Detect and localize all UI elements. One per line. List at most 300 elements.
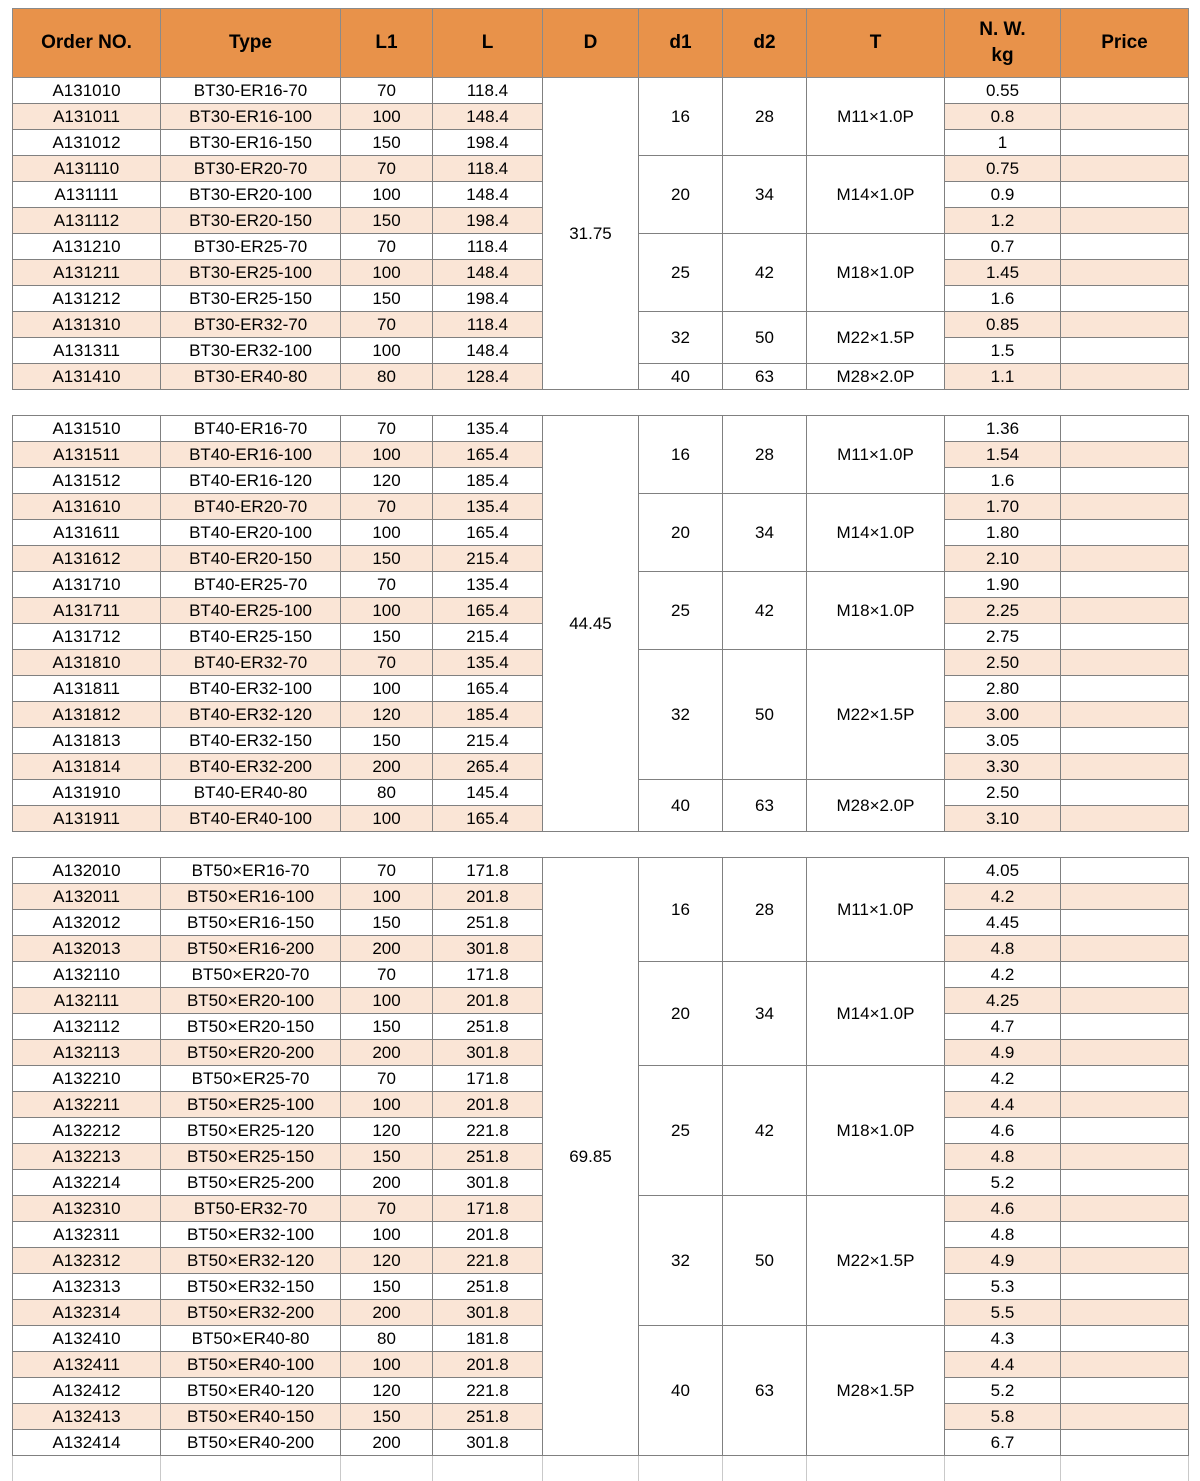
cell-net-weight: 4.05 (945, 858, 1061, 884)
cell-order-no: A131012 (13, 130, 161, 156)
cell-price (1061, 1404, 1189, 1430)
cell-price (1061, 1170, 1189, 1196)
cell-order-no: A131511 (13, 442, 161, 468)
cell-net-weight: 5.2 (945, 1378, 1061, 1404)
cell-l1: 70 (341, 312, 433, 338)
column-header-order-no: Order NO. (13, 9, 161, 78)
block-spacer-cell (723, 390, 807, 416)
cell-order-no: A131814 (13, 754, 161, 780)
cell-l1: 80 (341, 780, 433, 806)
cell-net-weight: 2.75 (945, 624, 1061, 650)
cell-l1: 80 (341, 1326, 433, 1352)
cell-type: BT50×ER25-120 (161, 1118, 341, 1144)
cell-type: BT40-ER20-70 (161, 494, 341, 520)
cell-order-no: A132213 (13, 1144, 161, 1170)
cell-price (1061, 1274, 1189, 1300)
cell-type: BT30-ER25-100 (161, 260, 341, 286)
cell-l: 118.4 (433, 156, 543, 182)
cell-order-no: A132310 (13, 1196, 161, 1222)
cell-type: BT50×ER20-70 (161, 962, 341, 988)
cell-l: 148.4 (433, 260, 543, 286)
cell-l: 128.4 (433, 364, 543, 390)
cell-t: M14×1.0P (807, 962, 945, 1066)
cell-type: BT30-ER40-80 (161, 364, 341, 390)
cell-d1: 16 (639, 78, 723, 156)
cell-d1: 25 (639, 1066, 723, 1196)
cell-price (1061, 156, 1189, 182)
cell-type: BT30-ER20-100 (161, 182, 341, 208)
cell-price (1061, 1300, 1189, 1326)
cell-l: 201.8 (433, 884, 543, 910)
cell-type: BT50×ER20-100 (161, 988, 341, 1014)
table-tail-cell (543, 1456, 639, 1481)
cell-type: BT30-ER16-150 (161, 130, 341, 156)
table-tail-cell (807, 1456, 945, 1481)
block-spacer-cell (543, 832, 639, 858)
cell-net-weight: 6.7 (945, 1430, 1061, 1456)
cell-price (1061, 1040, 1189, 1066)
cell-l: 135.4 (433, 494, 543, 520)
cell-l: 301.8 (433, 1040, 543, 1066)
cell-order-no: A131410 (13, 364, 161, 390)
cell-price (1061, 208, 1189, 234)
cell-l1: 150 (341, 1404, 433, 1430)
cell-order-no: A131210 (13, 234, 161, 260)
table-row[interactable] (13, 858, 1189, 884)
cell-net-weight: 1 (945, 130, 1061, 156)
cell-order-no: A132110 (13, 962, 161, 988)
table-tail-cell (341, 1456, 433, 1481)
cell-price (1061, 1222, 1189, 1248)
cell-type: BT30-ER20-150 (161, 208, 341, 234)
cell-type: BT40-ER40-80 (161, 780, 341, 806)
cell-l: 118.4 (433, 78, 543, 104)
cell-price (1061, 442, 1189, 468)
cell-order-no: A131610 (13, 494, 161, 520)
cell-order-no: A131813 (13, 728, 161, 754)
cell-price (1061, 234, 1189, 260)
cell-d1: 16 (639, 858, 723, 962)
cell-order-no: A132312 (13, 1248, 161, 1274)
cell-l: 251.8 (433, 910, 543, 936)
cell-type: BT50×ER40-80 (161, 1326, 341, 1352)
cell-l1: 150 (341, 728, 433, 754)
block-spacer-cell (13, 832, 161, 858)
cell-type: BT40-ER32-70 (161, 650, 341, 676)
cell-order-no: A132311 (13, 1222, 161, 1248)
cell-l1: 100 (341, 676, 433, 702)
cell-l: 165.4 (433, 676, 543, 702)
block-spacer-cell (433, 390, 543, 416)
specification-table (12, 8, 1189, 1481)
cell-price (1061, 1248, 1189, 1274)
cell-type: BT40-ER20-150 (161, 546, 341, 572)
cell-l1: 100 (341, 598, 433, 624)
cell-type: BT50×ER40-120 (161, 1378, 341, 1404)
cell-l: 135.4 (433, 572, 543, 598)
table-tail-cell (161, 1456, 341, 1481)
cell-order-no: A131910 (13, 780, 161, 806)
cell-order-no: A131712 (13, 624, 161, 650)
cell-l1: 100 (341, 1222, 433, 1248)
cell-price (1061, 936, 1189, 962)
cell-l: 165.4 (433, 520, 543, 546)
cell-net-weight: 0.85 (945, 312, 1061, 338)
cell-l: 135.4 (433, 416, 543, 442)
cell-l: 165.4 (433, 806, 543, 832)
table-tail-row (13, 1456, 1189, 1481)
cell-net-weight: 0.55 (945, 78, 1061, 104)
cell-d1: 32 (639, 650, 723, 780)
cell-type: BT50×ER40-150 (161, 1404, 341, 1430)
cell-t: M14×1.0P (807, 494, 945, 572)
column-header-t: T (807, 9, 945, 78)
cell-order-no: A132211 (13, 1092, 161, 1118)
cell-l: 145.4 (433, 780, 543, 806)
cell-net-weight: 5.3 (945, 1274, 1061, 1300)
cell-l: 181.8 (433, 1326, 543, 1352)
cell-order-no: A131111 (13, 182, 161, 208)
cell-l: 201.8 (433, 988, 543, 1014)
cell-order-no: A132313 (13, 1274, 161, 1300)
cell-l: 301.8 (433, 1430, 543, 1456)
cell-l: 201.8 (433, 1092, 543, 1118)
cell-l1: 100 (341, 884, 433, 910)
cell-d2: 34 (723, 962, 807, 1066)
cell-d2: 42 (723, 234, 807, 312)
cell-type: BT30-ER16-100 (161, 104, 341, 130)
cell-l1: 150 (341, 1014, 433, 1040)
cell-l: 118.4 (433, 312, 543, 338)
cell-d: 31.75 (543, 78, 639, 390)
cell-l: 215.4 (433, 624, 543, 650)
cell-l1: 100 (341, 806, 433, 832)
block-spacer-cell (341, 390, 433, 416)
block-spacer-cell (13, 390, 161, 416)
cell-type: BT50×ER20-200 (161, 1040, 341, 1066)
cell-l1: 100 (341, 442, 433, 468)
cell-price (1061, 728, 1189, 754)
cell-price (1061, 858, 1189, 884)
block-spacer-cell (341, 832, 433, 858)
block-spacer-row (13, 390, 1189, 416)
cell-price (1061, 650, 1189, 676)
cell-net-weight: 5.5 (945, 1300, 1061, 1326)
cell-net-weight: 0.9 (945, 182, 1061, 208)
cell-order-no: A131110 (13, 156, 161, 182)
column-header-net-weight-line1: N. W. (979, 19, 1025, 40)
cell-d1: 20 (639, 962, 723, 1066)
cell-price (1061, 182, 1189, 208)
cell-l1: 200 (341, 1170, 433, 1196)
cell-order-no: A131812 (13, 702, 161, 728)
block-spacer-cell (1061, 832, 1189, 858)
cell-d1: 40 (639, 1326, 723, 1456)
cell-type: BT50×ER16-200 (161, 936, 341, 962)
cell-type: BT30-ER25-70 (161, 234, 341, 260)
cell-price (1061, 624, 1189, 650)
cell-price (1061, 312, 1189, 338)
table-row[interactable] (13, 78, 1189, 104)
cell-d1: 20 (639, 156, 723, 234)
cell-net-weight: 1.80 (945, 520, 1061, 546)
cell-l1: 150 (341, 130, 433, 156)
table-row[interactable] (13, 416, 1189, 442)
cell-type: BT30-ER32-70 (161, 312, 341, 338)
cell-price (1061, 494, 1189, 520)
cell-d2: 50 (723, 1196, 807, 1326)
cell-d1: 16 (639, 416, 723, 494)
cell-t: M22×1.5P (807, 312, 945, 364)
cell-net-weight: 4.2 (945, 884, 1061, 910)
cell-l1: 120 (341, 702, 433, 728)
cell-type: BT40-ER16-70 (161, 416, 341, 442)
cell-type: BT30-ER20-70 (161, 156, 341, 182)
cell-l: 221.8 (433, 1378, 543, 1404)
cell-net-weight: 4.8 (945, 1222, 1061, 1248)
cell-d2: 63 (723, 1326, 807, 1456)
cell-d2: 28 (723, 858, 807, 962)
cell-order-no: A132112 (13, 1014, 161, 1040)
cell-order-no: A132212 (13, 1118, 161, 1144)
cell-price (1061, 806, 1189, 832)
cell-order-no: A132214 (13, 1170, 161, 1196)
cell-l1: 120 (341, 1118, 433, 1144)
cell-t: M11×1.0P (807, 416, 945, 494)
cell-l: 301.8 (433, 1170, 543, 1196)
cell-net-weight: 2.50 (945, 650, 1061, 676)
cell-order-no: A131612 (13, 546, 161, 572)
cell-net-weight: 5.8 (945, 1404, 1061, 1430)
cell-l1: 200 (341, 936, 433, 962)
cell-order-no: A132011 (13, 884, 161, 910)
cell-order-no: A131512 (13, 468, 161, 494)
column-header-net-weight (945, 9, 1061, 78)
cell-l: 201.8 (433, 1222, 543, 1248)
cell-net-weight: 4.4 (945, 1092, 1061, 1118)
cell-price (1061, 884, 1189, 910)
cell-price (1061, 1430, 1189, 1456)
cell-l1: 150 (341, 624, 433, 650)
cell-net-weight: 4.6 (945, 1118, 1061, 1144)
column-header-d: D (543, 9, 639, 78)
cell-order-no: A132013 (13, 936, 161, 962)
cell-order-no: A131311 (13, 338, 161, 364)
cell-l: 221.8 (433, 1248, 543, 1274)
cell-net-weight: 4.3 (945, 1326, 1061, 1352)
cell-price (1061, 1144, 1189, 1170)
cell-price (1061, 260, 1189, 286)
cell-l1: 100 (341, 520, 433, 546)
cell-l1: 70 (341, 962, 433, 988)
cell-t: M28×2.0P (807, 364, 945, 390)
column-header-l: L (433, 9, 543, 78)
cell-order-no: A131011 (13, 104, 161, 130)
cell-type: BT30-ER32-100 (161, 338, 341, 364)
cell-order-no: A131010 (13, 78, 161, 104)
cell-type: BT50×ER16-150 (161, 910, 341, 936)
cell-d2: 42 (723, 1066, 807, 1196)
cell-l1: 70 (341, 416, 433, 442)
column-header-net-weight-unit: kg (991, 45, 1013, 66)
cell-order-no: A132411 (13, 1352, 161, 1378)
cell-type: BT40-ER32-150 (161, 728, 341, 754)
cell-l1: 70 (341, 494, 433, 520)
cell-price (1061, 338, 1189, 364)
cell-price (1061, 910, 1189, 936)
cell-price (1061, 676, 1189, 702)
cell-order-no: A131711 (13, 598, 161, 624)
cell-price (1061, 962, 1189, 988)
cell-net-weight: 4.2 (945, 1066, 1061, 1092)
cell-net-weight: 4.4 (945, 1352, 1061, 1378)
cell-l: 301.8 (433, 1300, 543, 1326)
cell-l1: 150 (341, 910, 433, 936)
cell-l1: 70 (341, 650, 433, 676)
cell-l1: 120 (341, 468, 433, 494)
cell-type: BT50×ER25-70 (161, 1066, 341, 1092)
cell-d1: 40 (639, 364, 723, 390)
cell-l1: 150 (341, 1144, 433, 1170)
cell-order-no: A132111 (13, 988, 161, 1014)
cell-d2: 34 (723, 494, 807, 572)
column-header-l1: L1 (341, 9, 433, 78)
cell-net-weight: 0.8 (945, 104, 1061, 130)
cell-price (1061, 1066, 1189, 1092)
cell-price (1061, 572, 1189, 598)
cell-type: BT40-ER25-150 (161, 624, 341, 650)
cell-price (1061, 364, 1189, 390)
block-spacer-cell (807, 832, 945, 858)
cell-order-no: A132413 (13, 1404, 161, 1430)
cell-type: BT40-ER32-200 (161, 754, 341, 780)
cell-d1: 32 (639, 312, 723, 364)
cell-type: BT40-ER40-100 (161, 806, 341, 832)
cell-t: M28×2.0P (807, 780, 945, 832)
cell-l1: 80 (341, 364, 433, 390)
cell-price (1061, 754, 1189, 780)
cell-net-weight: 3.00 (945, 702, 1061, 728)
cell-d2: 63 (723, 780, 807, 832)
cell-type: BT50×ER40-200 (161, 1430, 341, 1456)
cell-l1: 100 (341, 1092, 433, 1118)
cell-l1: 70 (341, 78, 433, 104)
block-spacer-cell (807, 390, 945, 416)
block-spacer-cell (433, 832, 543, 858)
cell-l: 251.8 (433, 1014, 543, 1040)
cell-l: 165.4 (433, 442, 543, 468)
cell-price (1061, 1326, 1189, 1352)
cell-l1: 150 (341, 286, 433, 312)
header-row (13, 9, 1189, 78)
cell-l: 301.8 (433, 936, 543, 962)
cell-t: M18×1.0P (807, 1066, 945, 1196)
table-tail-cell (13, 1456, 161, 1481)
cell-price (1061, 130, 1189, 156)
cell-type: BT30-ER25-150 (161, 286, 341, 312)
cell-l: 198.4 (433, 130, 543, 156)
table-header (13, 9, 1189, 78)
cell-type: BT50×ER25-150 (161, 1144, 341, 1170)
cell-l: 198.4 (433, 208, 543, 234)
cell-net-weight: 4.6 (945, 1196, 1061, 1222)
cell-l1: 120 (341, 1248, 433, 1274)
block-spacer-cell (161, 832, 341, 858)
cell-net-weight: 1.6 (945, 286, 1061, 312)
block-spacer-cell (723, 832, 807, 858)
cell-price (1061, 78, 1189, 104)
cell-order-no: A131911 (13, 806, 161, 832)
cell-type: BT50×ER32-150 (161, 1274, 341, 1300)
block-spacer-cell (543, 390, 639, 416)
cell-l1: 100 (341, 1352, 433, 1378)
table-body (13, 78, 1189, 1481)
cell-d1: 25 (639, 234, 723, 312)
cell-d1: 20 (639, 494, 723, 572)
cell-order-no: A131211 (13, 260, 161, 286)
table-tail-cell (945, 1456, 1061, 1481)
cell-net-weight: 4.45 (945, 910, 1061, 936)
cell-order-no: A131212 (13, 286, 161, 312)
cell-t: M28×1.5P (807, 1326, 945, 1456)
table-tail-cell (433, 1456, 543, 1481)
column-header-d2: d2 (723, 9, 807, 78)
cell-type: BT40-ER20-100 (161, 520, 341, 546)
cell-l1: 70 (341, 1066, 433, 1092)
cell-d2: 50 (723, 650, 807, 780)
cell-net-weight: 2.10 (945, 546, 1061, 572)
cell-price (1061, 780, 1189, 806)
cell-net-weight: 4.9 (945, 1040, 1061, 1066)
cell-type: BT50×ER25-200 (161, 1170, 341, 1196)
cell-net-weight: 4.9 (945, 1248, 1061, 1274)
cell-type: BT40-ER25-70 (161, 572, 341, 598)
cell-t: M14×1.0P (807, 156, 945, 234)
cell-t: M18×1.0P (807, 234, 945, 312)
cell-d1: 32 (639, 1196, 723, 1326)
cell-d2: 42 (723, 572, 807, 650)
cell-type: BT50×ER16-100 (161, 884, 341, 910)
cell-net-weight: 5.2 (945, 1170, 1061, 1196)
cell-l: 118.4 (433, 234, 543, 260)
cell-order-no: A131510 (13, 416, 161, 442)
cell-price (1061, 1352, 1189, 1378)
cell-price (1061, 702, 1189, 728)
cell-net-weight: 1.6 (945, 468, 1061, 494)
block-spacer-cell (1061, 390, 1189, 416)
block-spacer-row (13, 832, 1189, 858)
cell-net-weight: 4.25 (945, 988, 1061, 1014)
cell-order-no: A132410 (13, 1326, 161, 1352)
cell-l1: 70 (341, 858, 433, 884)
cell-net-weight: 1.2 (945, 208, 1061, 234)
cell-l: 171.8 (433, 1196, 543, 1222)
cell-l: 171.8 (433, 858, 543, 884)
cell-d2: 34 (723, 156, 807, 234)
cell-d2: 28 (723, 78, 807, 156)
cell-type: BT50×ER25-100 (161, 1092, 341, 1118)
block-spacer-cell (945, 390, 1061, 416)
cell-price (1061, 1196, 1189, 1222)
cell-l1: 200 (341, 1040, 433, 1066)
cell-l1: 70 (341, 156, 433, 182)
cell-l: 135.4 (433, 650, 543, 676)
column-header-d1: d1 (639, 9, 723, 78)
cell-type: BT50×ER16-70 (161, 858, 341, 884)
cell-l: 251.8 (433, 1144, 543, 1170)
cell-price (1061, 988, 1189, 1014)
cell-l1: 200 (341, 1430, 433, 1456)
